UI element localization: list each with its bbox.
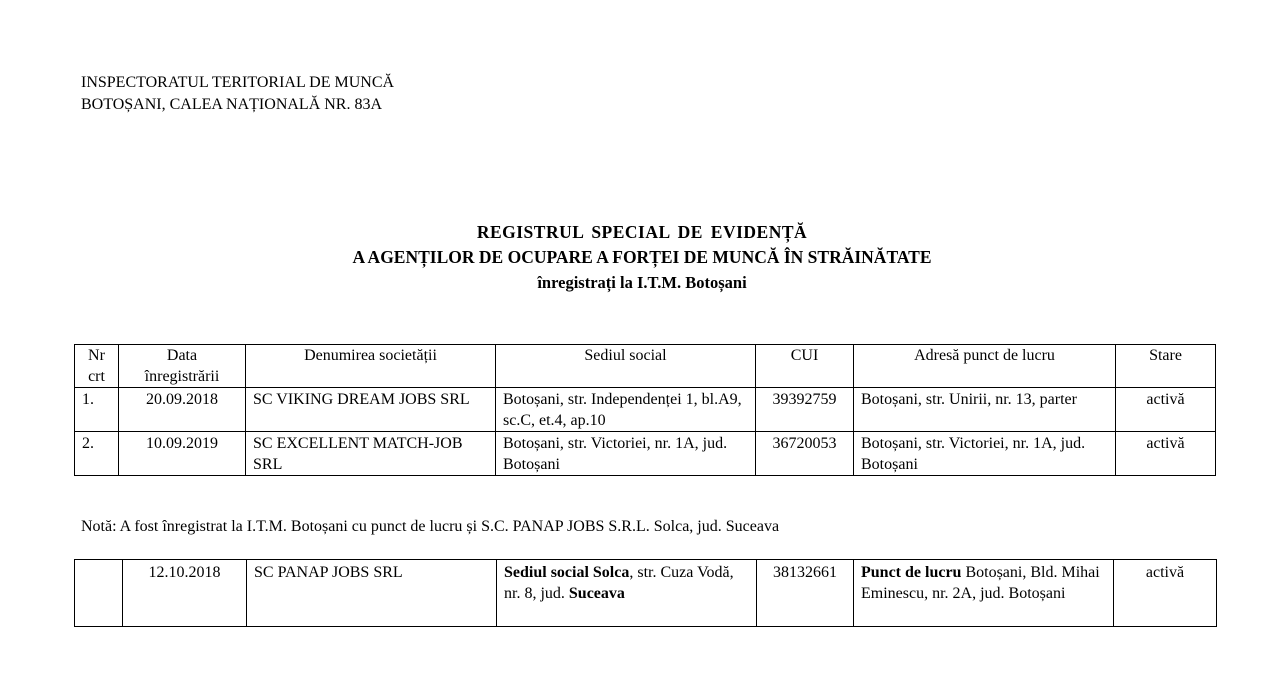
title-line-1: REGISTRUL SPECIAL DE EVIDENȚĂ xyxy=(476,222,808,242)
cell-adresa xyxy=(854,560,1114,627)
additional-registration-table xyxy=(74,559,1217,627)
register-table xyxy=(74,344,1216,476)
title-line-2: A AGENȚILOR DE OCUPARE A FORȚEI DE MUNCĂ ÎN STRĂINĂTATE xyxy=(352,247,932,267)
header-adresa-punct-lucru xyxy=(854,345,1116,388)
document-title xyxy=(0,220,1272,295)
cell-sediu: Botoșani, str. Independenței 1, bl.A9, sc.C, et.4, ap.10 xyxy=(496,388,756,432)
adresa-label: Punct de lucru xyxy=(861,564,962,581)
header-text: CUI xyxy=(790,347,819,364)
header-stare xyxy=(1116,345,1216,388)
cell-cui: 38132661 xyxy=(757,560,854,627)
table-row xyxy=(75,432,1216,476)
cell-denumire: SC EXCELLENT MATCH-JOB SRL xyxy=(246,432,496,476)
header-text: Denumirea societății xyxy=(304,347,437,364)
header-text: Stare xyxy=(1149,347,1182,364)
cell-denumire: SC VIKING DREAM JOBS SRL xyxy=(246,388,496,432)
cell-nr xyxy=(75,560,123,627)
header-text: Adresă punct de lucru xyxy=(914,347,1055,364)
header-text: Nr xyxy=(88,347,105,364)
cell-stare: activă xyxy=(1116,388,1216,432)
cell-data: 12.10.2018 xyxy=(123,560,247,627)
institution-name: INSPECTORATUL TERITORIAL DE MUNCĂ xyxy=(81,74,395,91)
sediu-county: Suceava xyxy=(568,585,625,602)
header-cui xyxy=(756,345,854,388)
cell-data: 20.09.2018 xyxy=(119,388,246,432)
cell-cui: 36720053 xyxy=(756,432,854,476)
cell-adresa: Botoșani, str. Unirii, nr. 13, parter xyxy=(854,388,1116,432)
header-denumirea xyxy=(246,345,496,388)
cell-nr: 2. xyxy=(75,432,119,476)
cell-adresa: Botoșani, str. Victoriei, nr. 1A, jud. Botoșani xyxy=(854,432,1116,476)
cell-cui: 39392759 xyxy=(756,388,854,432)
cell-sediu: Botoșani, str. Victoriei, nr. 1A, jud. Botoșani xyxy=(496,432,756,476)
cell-denumire: SC PANAP JOBS SRL xyxy=(247,560,497,627)
cell-sediu xyxy=(497,560,757,627)
header-text: crt xyxy=(88,368,105,385)
cell-stare: activă xyxy=(1114,560,1217,627)
institution-address: BOTOȘANI, CALEA NAȚIONALĂ NR. 83A xyxy=(81,96,383,113)
institution-header xyxy=(81,72,394,116)
sediu-label: Sediul social Solca xyxy=(504,564,630,581)
sediu-text: , str. Cuza Vodă, nr. 8, jud. xyxy=(504,564,734,602)
header-nr-crt xyxy=(75,345,119,388)
cell-data: 10.09.2019 xyxy=(119,432,246,476)
header-text: înregistrării xyxy=(144,368,220,385)
header-text: Data xyxy=(166,347,198,364)
table-row xyxy=(75,388,1216,432)
table-header-row xyxy=(75,345,1216,388)
adresa-text: Botoșani, Bld. Mihai Eminescu, nr. 2A, jud. Botoșani xyxy=(861,564,1100,602)
cell-stare: activă xyxy=(1116,432,1216,476)
table-row xyxy=(75,560,1217,627)
header-data-inregistrarii xyxy=(119,345,246,388)
header-text: Sediul social xyxy=(584,347,667,364)
cell-nr: 1. xyxy=(75,388,119,432)
title-line-3: înregistrați la I.T.M. Botoșani xyxy=(537,273,747,292)
header-sediul-social xyxy=(496,345,756,388)
note-text: Notă: A fost înregistrat la I.T.M. Botoșani cu punct de lucru și S.C. PANAP JOBS S.R.L. Solca, jud. Suceava xyxy=(81,518,780,535)
